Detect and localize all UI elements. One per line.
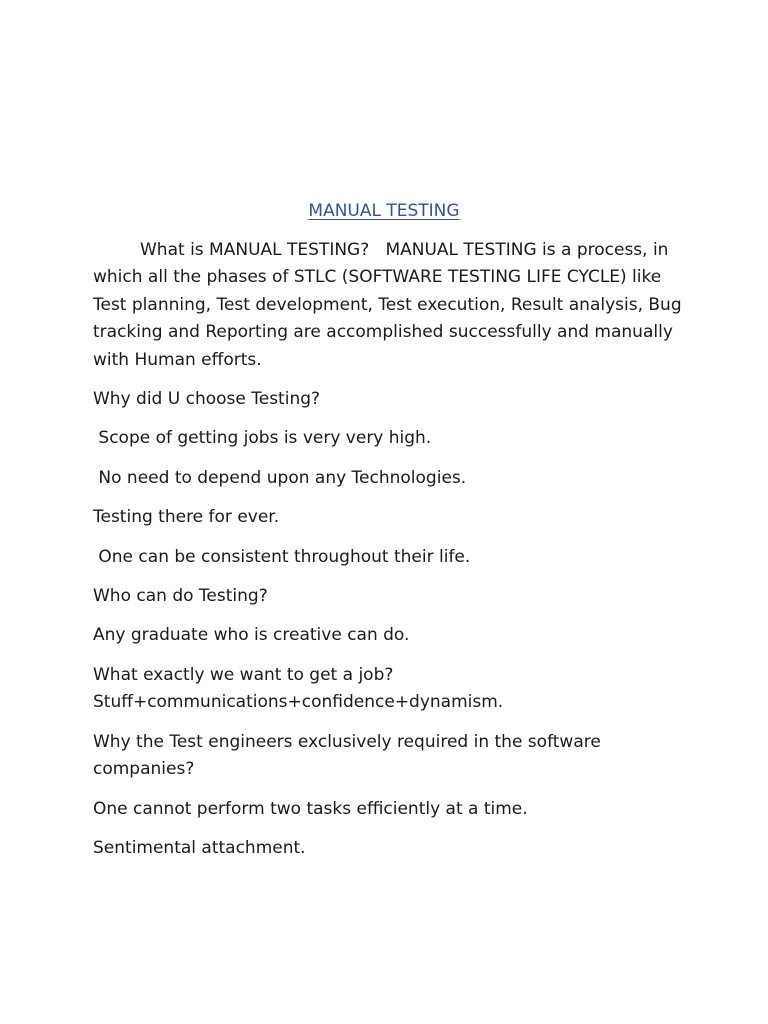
paragraph-who-can-test: Who can do Testing? xyxy=(93,586,268,607)
paragraph-get-job: What exactly we want to get a job? Stuff+communications+confidence+dynamism. xyxy=(93,664,504,713)
paragraph-consistent: One can be consistent throughout their life. xyxy=(93,546,471,567)
paragraph-why-choose-testing: Why did U choose Testing? xyxy=(93,389,321,410)
intro-paragraph: What is MANUAL TESTING? MANUAL TESTING is a process, in which all the phases of STLC (SOFTWARE TESTING LIFE CYCLE) like Test planning, Test development, Test execution, Result analysis, Bug tracking and Reporting are accomplished successfully and manually with Human efforts. xyxy=(93,240,688,370)
document-body xyxy=(93,237,688,874)
paragraph-no-technologies: No need to depend upon any Technologies. xyxy=(93,467,467,488)
paragraph-sentimental: Sentimental attachment. xyxy=(93,837,306,858)
paragraph-why-test-engineers: Why the Test engineers exclusively required in the software companies? xyxy=(93,731,607,780)
paragraph-any-graduate: Any graduate who is creative can do. xyxy=(93,625,410,646)
paragraph-testing-forever: Testing there for ever. xyxy=(93,507,280,528)
paragraph-two-tasks: One cannot perform two tasks efficiently at a time. xyxy=(93,798,528,819)
paragraph-scope-jobs: Scope of getting jobs is very very high. xyxy=(93,428,432,449)
document-title: MANUAL TESTING xyxy=(308,201,460,221)
